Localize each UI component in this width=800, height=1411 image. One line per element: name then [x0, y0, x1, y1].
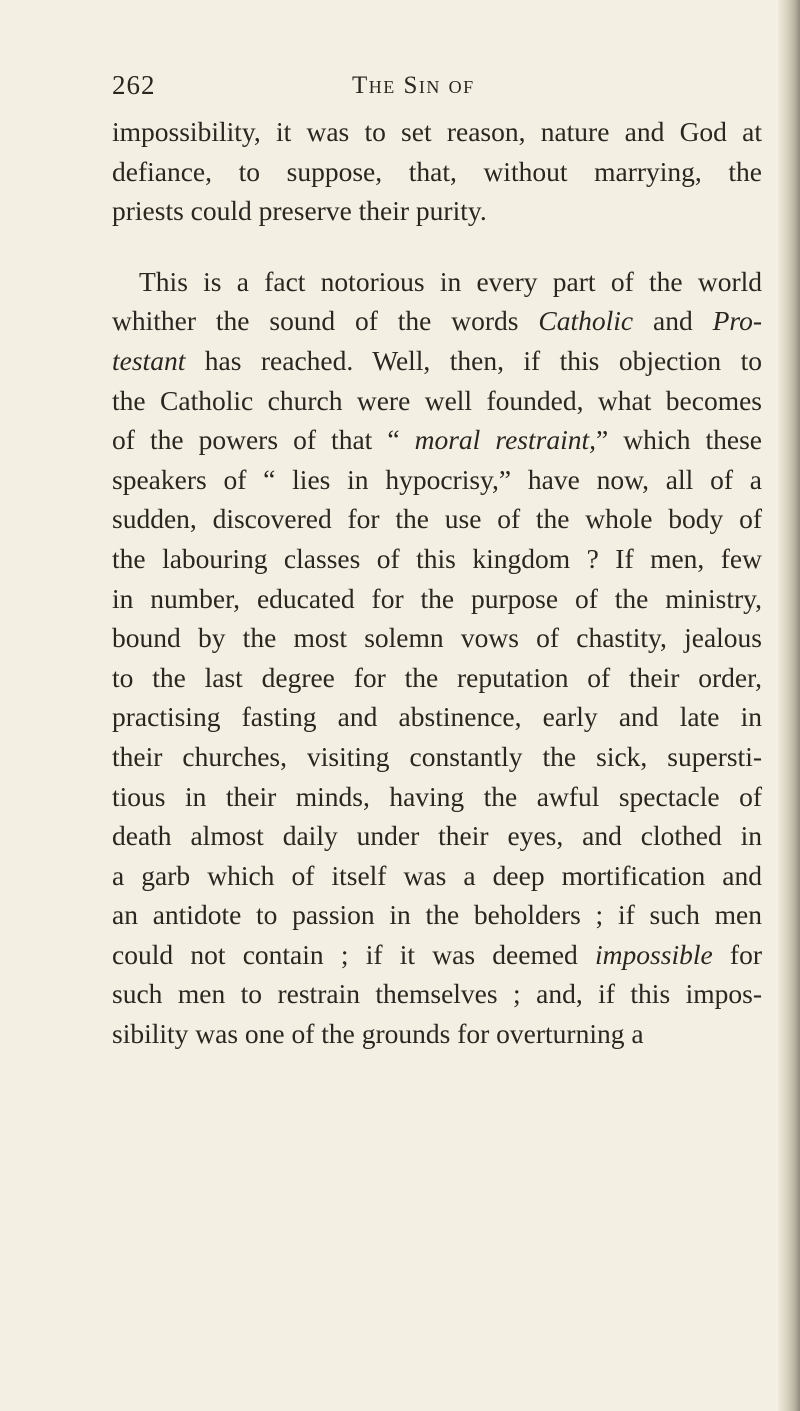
text-run: the labouring classes of this kingdom ? If men, few	[112, 542, 762, 574]
text-run: in number, educated for the purpose of the ministry,	[112, 582, 762, 614]
text-run: their churches, visiting constantly the sick, supersti-	[112, 740, 762, 772]
text-run: the Catholic church were well founded, what becomes	[112, 384, 762, 416]
text-line	[112, 895, 762, 935]
text-run: to the last degree for the reputation of their order,	[112, 661, 762, 693]
italic-text-run: moral restraint,	[414, 424, 596, 456]
text-line	[112, 816, 762, 856]
text-run: speakers of “ lies in hypocrisy,” have now, all of a	[112, 463, 762, 495]
text-run: and	[633, 305, 713, 337]
italic-text-run: Pro-	[712, 305, 762, 337]
text-line	[112, 737, 762, 777]
text-line	[112, 539, 762, 579]
text-run: death almost daily under their eyes, and clothed in	[112, 820, 762, 852]
text-line	[112, 381, 762, 421]
text-line	[112, 618, 762, 658]
text-line	[112, 499, 762, 539]
text-run: This is a fact notorious in every part of the world	[139, 265, 762, 297]
text-run: impossibility, it was to set reason, nature and God at	[112, 116, 762, 147]
text-run: such men to restrain themselves ; and, if this impos-	[112, 978, 762, 1010]
text-run: whither the sound of the words	[112, 305, 539, 337]
text-line	[112, 974, 762, 1014]
text-line	[112, 658, 762, 698]
text-run: an antidote to passion in the beholders ; if such men	[112, 899, 762, 931]
text-line	[112, 697, 762, 737]
text-line	[112, 191, 762, 231]
paragraph	[112, 112, 762, 231]
text-line	[112, 1014, 762, 1054]
text-run: of the powers of that “	[112, 424, 415, 456]
text-line	[112, 341, 762, 381]
text-line	[112, 112, 762, 152]
paragraph-gap	[112, 231, 762, 262]
italic-text-run: Catholic	[538, 305, 634, 337]
text-run: ” which these	[595, 424, 763, 456]
text-line	[112, 935, 762, 975]
text-run: sudden, discovered for the use of the whole body of	[112, 503, 762, 535]
text-run: tious in their minds, having the awful spectacle of	[112, 780, 762, 812]
text-line	[112, 777, 762, 817]
text-run: practising fasting and abstinence, early and late in	[112, 701, 762, 733]
page-header	[0, 70, 800, 110]
paragraph	[112, 262, 762, 1054]
text-run: could not contain ; if it was deemed	[112, 938, 596, 970]
text-line	[112, 460, 762, 500]
text-run: for	[712, 938, 762, 970]
text-run: a garb which of itself was a deep mortification and	[112, 859, 762, 891]
text-run: bound by the most solemn vows of chastity, jealous	[112, 622, 762, 654]
text-run: priests could preserve their purity.	[112, 195, 487, 227]
text-run: sibility was one of the grounds for overturning a	[112, 1018, 644, 1050]
text-line	[112, 152, 762, 192]
page-number: 262	[112, 70, 156, 100]
text-line	[112, 301, 762, 341]
italic-text-run: testant	[112, 344, 186, 376]
text-run: defiance, to suppose, that, without marrying, the	[112, 155, 762, 187]
text-line	[112, 579, 762, 619]
text-line	[112, 856, 762, 896]
text-line	[112, 420, 762, 460]
running-title: The Sin of	[352, 72, 475, 99]
text-line	[112, 262, 762, 302]
italic-text-run: impossible	[595, 938, 713, 970]
page-edge-shadow	[778, 0, 800, 1411]
text-run: has reached. Well, then, if this objection to	[185, 344, 762, 376]
body-text	[112, 112, 762, 1054]
